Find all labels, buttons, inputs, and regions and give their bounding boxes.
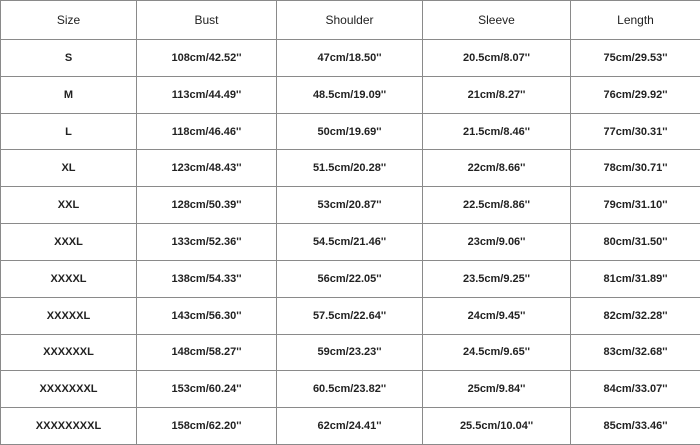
sleeve-cell: 20.5cm/8.07'' — [423, 40, 571, 77]
bust-cell: 108cm/42.52'' — [137, 40, 277, 77]
table-row — [1, 297, 700, 334]
length-cell: 85cm/33.46'' — [571, 408, 700, 445]
shoulder-cell: 53cm/20.87'' — [277, 187, 423, 224]
bust-cell: 118cm/46.46'' — [137, 113, 277, 150]
table-row — [1, 76, 700, 113]
length-cell: 84cm/33.07'' — [571, 371, 700, 408]
table-row — [1, 187, 700, 224]
sleeve-cell: 22cm/8.66'' — [423, 150, 571, 187]
bust-cell: 158cm/62.20'' — [137, 408, 277, 445]
length-cell: 78cm/30.71'' — [571, 150, 700, 187]
size-cell: XXXXXL — [1, 297, 137, 334]
sleeve-cell: 24cm/9.45'' — [423, 297, 571, 334]
shoulder-cell: 48.5cm/19.09'' — [277, 76, 423, 113]
sleeve-cell: 25cm/9.84'' — [423, 371, 571, 408]
length-cell: 75cm/29.53'' — [571, 40, 700, 77]
shoulder-cell: 51.5cm/20.28'' — [277, 150, 423, 187]
length-cell: 81cm/31.89'' — [571, 260, 700, 297]
shoulder-cell: 47cm/18.50'' — [277, 40, 423, 77]
header-size: Size — [1, 1, 137, 40]
table-row — [1, 260, 700, 297]
shoulder-cell: 62cm/24.41'' — [277, 408, 423, 445]
sleeve-cell: 25.5cm/10.04'' — [423, 408, 571, 445]
length-cell: 79cm/31.10'' — [571, 187, 700, 224]
size-cell: M — [1, 76, 137, 113]
size-cell: XXXL — [1, 224, 137, 261]
shoulder-cell: 56cm/22.05'' — [277, 260, 423, 297]
table-row — [1, 113, 700, 150]
bust-cell: 143cm/56.30'' — [137, 297, 277, 334]
table-row — [1, 40, 700, 77]
bust-cell: 128cm/50.39'' — [137, 187, 277, 224]
size-cell: XXXXXXXL — [1, 371, 137, 408]
sleeve-cell: 22.5cm/8.86'' — [423, 187, 571, 224]
length-cell: 82cm/32.28'' — [571, 297, 700, 334]
sleeve-cell: 24.5cm/9.65'' — [423, 334, 571, 371]
length-cell: 76cm/29.92'' — [571, 76, 700, 113]
bust-cell: 133cm/52.36'' — [137, 224, 277, 261]
size-cell: L — [1, 113, 137, 150]
size-cell: XXXXXXXXL — [1, 408, 137, 445]
table-row — [1, 408, 700, 445]
shoulder-cell: 60.5cm/23.82'' — [277, 371, 423, 408]
table-row — [1, 334, 700, 371]
header-bust: Bust — [137, 1, 277, 40]
bust-cell: 123cm/48.43'' — [137, 150, 277, 187]
bust-cell: 113cm/44.49'' — [137, 76, 277, 113]
size-chart-header — [1, 1, 700, 40]
size-cell: XL — [1, 150, 137, 187]
table-row — [1, 371, 700, 408]
sleeve-cell: 21.5cm/8.46'' — [423, 113, 571, 150]
length-cell: 80cm/31.50'' — [571, 224, 700, 261]
header-length: Length — [571, 1, 700, 40]
bust-cell: 153cm/60.24'' — [137, 371, 277, 408]
shoulder-cell: 54.5cm/21.46'' — [277, 224, 423, 261]
sleeve-cell: 21cm/8.27'' — [423, 76, 571, 113]
sleeve-cell: 23cm/9.06'' — [423, 224, 571, 261]
size-cell: XXXXL — [1, 260, 137, 297]
bust-cell: 138cm/54.33'' — [137, 260, 277, 297]
length-cell: 77cm/30.31'' — [571, 113, 700, 150]
size-cell: S — [1, 40, 137, 77]
size-cell: XXL — [1, 187, 137, 224]
shoulder-cell: 50cm/19.69'' — [277, 113, 423, 150]
shoulder-cell: 57.5cm/22.64'' — [277, 297, 423, 334]
bust-cell: 148cm/58.27'' — [137, 334, 277, 371]
length-cell: 83cm/32.68'' — [571, 334, 700, 371]
size-chart-body — [1, 40, 700, 445]
sleeve-cell: 23.5cm/9.25'' — [423, 260, 571, 297]
size-cell: XXXXXXL — [1, 334, 137, 371]
header-shoulder: Shoulder — [277, 1, 423, 40]
table-row — [1, 150, 700, 187]
header-sleeve: Sleeve — [423, 1, 571, 40]
header-row — [1, 1, 700, 40]
table-row — [1, 224, 700, 261]
shoulder-cell: 59cm/23.23'' — [277, 334, 423, 371]
